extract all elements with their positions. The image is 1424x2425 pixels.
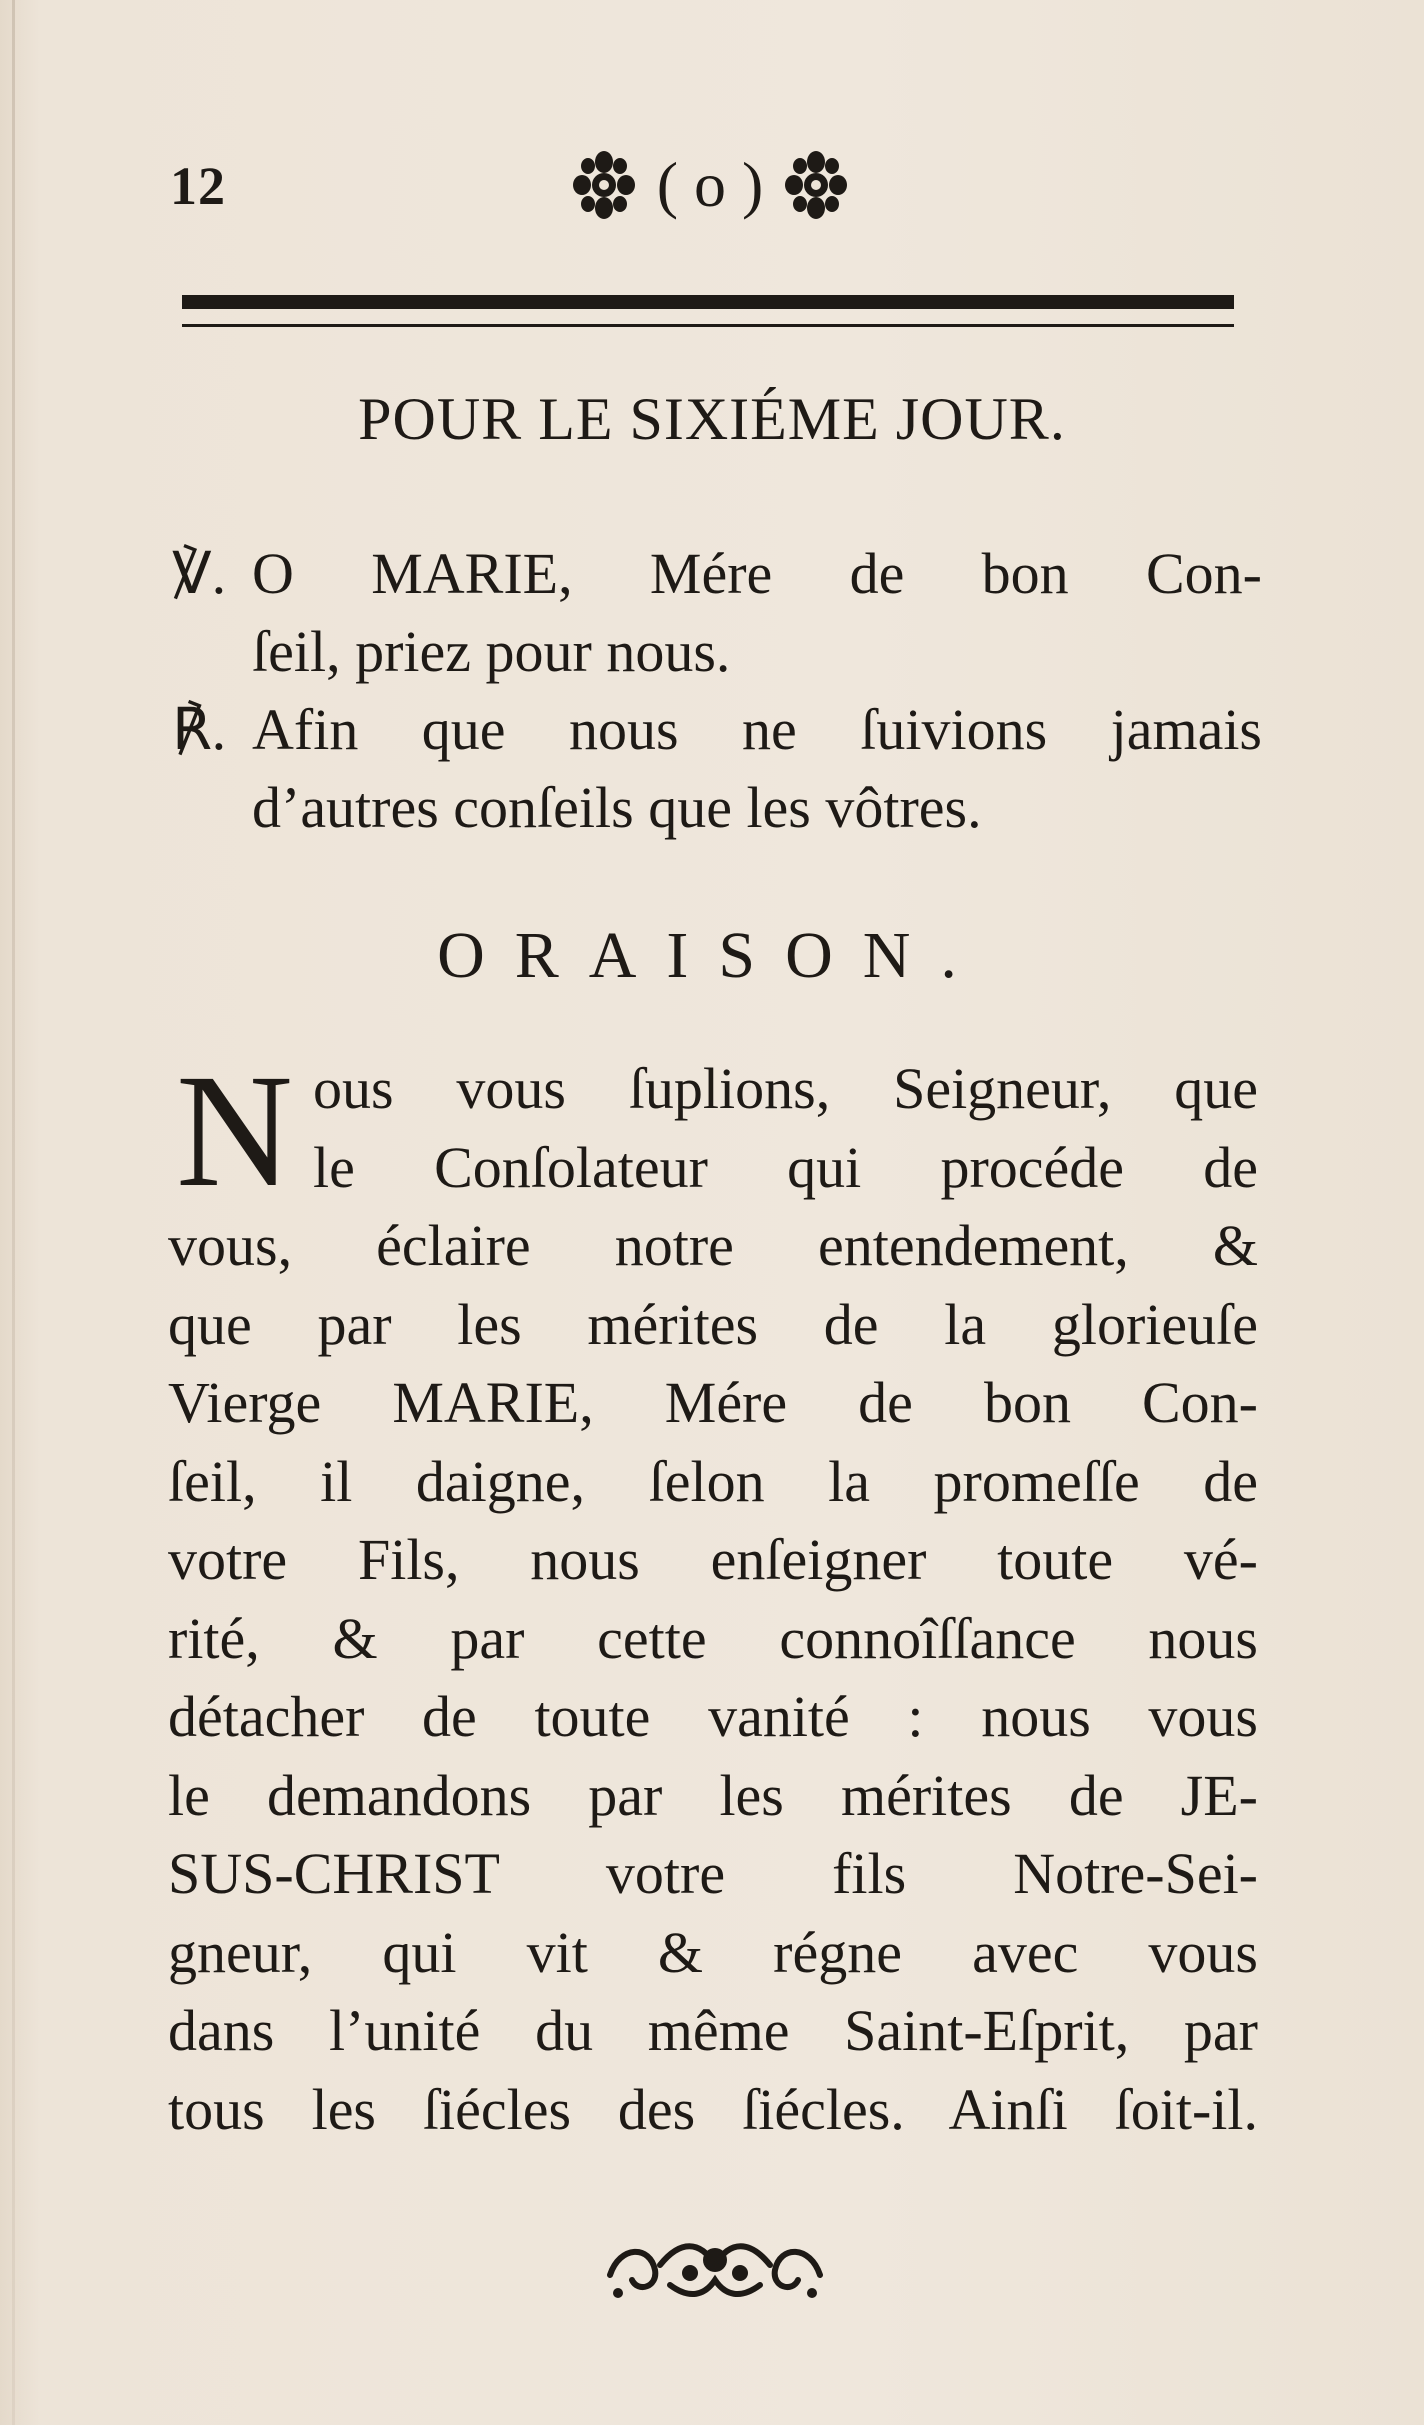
tail-fleuron-icon (600, 2225, 830, 2310)
versicle-symbol: ℣. (172, 541, 227, 606)
left-flower-icon (573, 150, 635, 220)
versicle-text-1: O MARIE, Mére de bon Con- (252, 541, 1262, 606)
versicle-line-1 (172, 535, 1262, 613)
ornament-center: ( o ) (656, 149, 764, 220)
section-title: POUR LE SIXIÉME JOUR. (358, 386, 1066, 452)
header-rule-thin (182, 324, 1234, 327)
versicle (172, 535, 1262, 691)
response (172, 691, 1262, 847)
prayer-line: le Conſolateur qui procéde de (313, 1134, 1258, 1200)
prayer-line: votre Fils, nous enſeigner toute vé- (168, 1527, 1258, 1592)
response-line-1 (172, 691, 1262, 769)
page-edge (12, 0, 15, 2425)
page-number: 12 (170, 156, 226, 216)
prayer-line: tous les ſiécles des ſiécles. Ainſi ſoit-il. (168, 2076, 1258, 2142)
prayer-line: gneur, qui vit & régne avec vous (168, 1919, 1258, 1985)
prayer-line: ſeil, il daigne, ſelon la promeſſe de (168, 1448, 1258, 1514)
response-line-2: d’autres conſeils que les vôtres. (252, 775, 982, 840)
prayer-line: vous, éclaire notre entendement, & (168, 1213, 1258, 1278)
drop-cap: N (176, 1042, 293, 1221)
header-ornament (495, 140, 925, 230)
prayer-line: le demandons par les mérites de JE- (168, 1762, 1258, 1828)
right-flower-icon (785, 150, 847, 220)
prayer-line: rité, & par cette connoîſſance nous (168, 1605, 1258, 1671)
prayer-line: détacher de toute vanité : nous vous (168, 1684, 1258, 1749)
prayer-text (168, 1042, 1258, 2149)
prayer-line: dans l’unité du même Saint-Eſprit, par (168, 1998, 1258, 2063)
versicle-line-2: ſeil, priez pour nous. (252, 619, 731, 684)
prayer-line: Vierge MARIE, Mére de bon Con- (168, 1370, 1258, 1435)
response-symbol: ℟. (172, 697, 227, 762)
oraison-title: ORAISON. (437, 919, 987, 992)
prayer-line: que par les mérites de la glorieuſe (168, 1291, 1258, 1357)
response-text-1: Afin que nous ne ſuivions jamais (252, 697, 1262, 762)
prayer-line: SUS-CHRIST votre fils Notre-Sei- (168, 1841, 1258, 1906)
header-rule-thick (182, 295, 1234, 309)
prayer-line: ous vous ſuplions, Seigneur, que (313, 1056, 1258, 1121)
